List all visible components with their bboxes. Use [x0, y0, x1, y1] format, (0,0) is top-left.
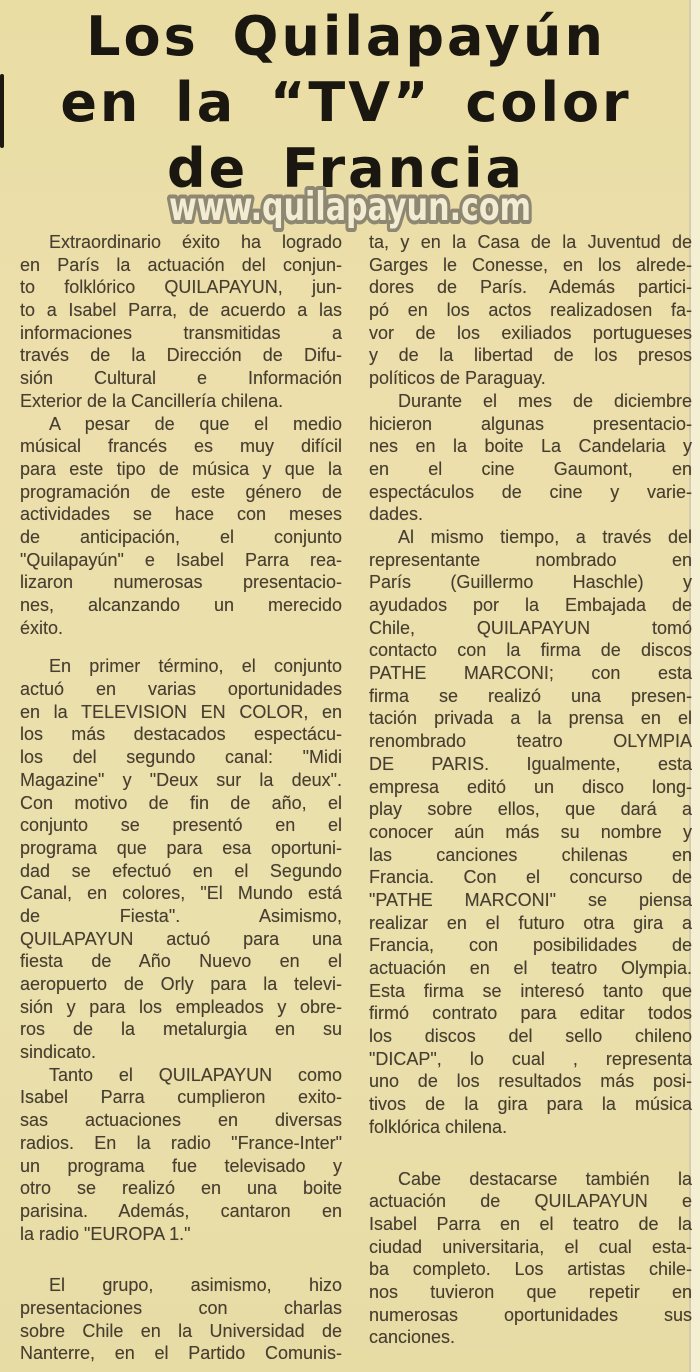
text-line: Francia, con posibilidades de: [369, 935, 692, 956]
text-line: tación privada a la prensa en el: [369, 708, 692, 729]
text-line: firma se realizó una presen-: [369, 685, 692, 706]
text-line: nos tuvieron que repetir en: [369, 1281, 692, 1302]
text-line: ciudad universitaria, el cual esta-: [369, 1236, 692, 1257]
text-line: dad se efectuó en el Segundo: [20, 860, 342, 881]
text-line: radios. En la radio "France-Inter": [20, 1132, 342, 1153]
text-line: "PATHE MARCONI" se piensa: [369, 889, 692, 910]
text-line: ayudados por la Embajada de: [369, 595, 692, 615]
text-line: representante nombrado en: [369, 549, 692, 570]
text-line: informaciones transmitidas a: [20, 322, 342, 343]
text-line: músical francés es muy difícil: [20, 436, 342, 457]
text-line: Al mismo tiempo, a través del: [398, 526, 692, 547]
watermark-text: www.quilapayun.com: [169, 185, 531, 230]
paragraph: [369, 390, 692, 526]
text-line: actuó en varias oportunidades: [20, 679, 342, 700]
text-line: y de la libertad de los presos: [369, 345, 692, 366]
text-line: programa que para esa oportuni-: [20, 837, 342, 858]
text-line: conocer aún más su nombre y: [369, 821, 692, 842]
article-headline: [0, 4, 692, 202]
article-column-left: [20, 231, 342, 1365]
text-line: éxito.: [20, 617, 64, 638]
text-line: Con motivo de fin de año, el: [20, 792, 342, 813]
watermark: [0, 180, 700, 232]
text-line: otro se realizó en una boite: [20, 1178, 342, 1199]
text-line: Isabel Parra cumplieron exito-: [20, 1087, 342, 1108]
text-line: contacto con la firma de discos: [369, 640, 692, 661]
text-line: Nanterre, en el Partido Comunis-: [20, 1343, 342, 1364]
headline-line-2: en la “TV” color: [60, 71, 632, 134]
text-line: empresa editó un disco long-: [369, 776, 692, 797]
text-line: programación de este género de: [20, 481, 342, 502]
text-line: El grupo, asimismo, hizo: [49, 1275, 342, 1296]
text-line: Canal, en colores, "El Mundo está: [20, 883, 342, 904]
text-line: Durante el mes de diciembre: [398, 390, 692, 411]
text-line: de anticipación, el conjunto: [20, 526, 342, 547]
text-line: Isabel Parra en el teatro de la: [369, 1213, 692, 1234]
text-line: sas actuaciones en diversas: [20, 1110, 342, 1131]
text-line: través de la Dirección de Difu-: [20, 345, 342, 366]
text-line: en la TELEVISION EN COLOR, en: [20, 701, 342, 722]
text-line: Francia. Con el concurso de: [369, 867, 692, 888]
text-line: actuación de QUILAPAYUN e: [369, 1191, 692, 1212]
text-line: QUILAPAYUN actuó para una: [20, 928, 342, 949]
text-line: sobre Chile en la Universidad de: [20, 1320, 342, 1341]
article-column-right: [369, 231, 692, 1349]
text-line: dades.: [369, 504, 424, 525]
text-line: sión Cultural e Información: [20, 368, 342, 389]
text-line: presentaciones con charlas: [20, 1297, 342, 1318]
paragraph: [369, 526, 692, 1139]
paragraph: [20, 231, 342, 413]
paragraph: [20, 413, 342, 640]
text-line: tivos de la gira para la música: [369, 1094, 692, 1115]
headline-line-3: de Francia: [167, 137, 525, 200]
text-line: vor de los exiliados portugueses: [369, 322, 692, 343]
text-line: realizar en el futuro otra gira a: [369, 912, 692, 933]
text-line: "DICAP", lo cual , representa: [369, 1048, 692, 1069]
headline-line-1: Los Quilapayún: [86, 5, 606, 68]
text-line: ba completo. Los artistas chile-: [369, 1259, 692, 1280]
text-line: Magazine" y "Deux sur la deux".: [20, 769, 342, 790]
text-line: en el cine Gaumont, en: [369, 458, 692, 479]
text-line: sión y para los empleados y obre-: [20, 996, 342, 1017]
text-line: sindicato.: [20, 1042, 97, 1063]
text-line: ta, y en la Casa de la Juventud de: [369, 232, 692, 252]
paragraph: [20, 655, 342, 1063]
text-line: Exterior de la Cancillería chilena.: [20, 390, 284, 411]
text-line: las canciones chilenas en: [369, 844, 692, 865]
text-line: los más destacados espectácu-: [20, 724, 342, 745]
text-line: para este tipo de música y que la: [20, 458, 342, 479]
text-line: PATHE MARCONI; con esta: [369, 663, 692, 684]
text-line: parisina. Además, cantaron en: [20, 1200, 342, 1221]
text-line: Tanto el QUILAPAYUN como: [49, 1064, 342, 1085]
text-line: actuación en el teatro Olympia.: [369, 958, 692, 978]
text-line: Extraordinario éxito ha logrado: [49, 232, 342, 252]
text-line: "Quilapayún" e Isabel Parra rea-: [20, 549, 342, 570]
text-line: to a Isabel Parra, de acuerdo a las: [20, 300, 342, 321]
text-line: conjunto se presentó en el: [20, 815, 342, 836]
text-line: uno de los resultados más posi-: [369, 1071, 692, 1092]
text-line: renombrado teatro OLYMPIA: [369, 731, 692, 752]
text-line: Cabe destacarse también la: [398, 1168, 692, 1189]
paragraph: [369, 1168, 692, 1350]
text-line: numerosas oportunidades sus: [369, 1304, 692, 1325]
text-line: actividades se hace con meses: [20, 504, 342, 525]
text-line: Garges le Conesse, en los alrede-: [369, 254, 692, 275]
text-line: hicieron algunas presentacio-: [369, 413, 692, 434]
paragraph: [369, 231, 692, 390]
paragraph: [20, 1064, 342, 1246]
paragraph: [20, 1274, 342, 1365]
text-line: París (Guillermo Haschle) y: [369, 572, 692, 593]
text-line: fiesta de Año Nuevo en el: [20, 951, 342, 972]
text-line: play sobre ellos, que dará a: [369, 799, 692, 820]
text-line: A pesar de que el medio: [49, 413, 342, 434]
text-line: nes en la boite La Candelaria y: [369, 436, 692, 457]
text-line: Chile, QUILAPAYUN tomó: [369, 617, 692, 638]
text-line: firmó contrato para editar todos: [369, 1003, 692, 1024]
text-line: folklórica chilena.: [369, 1116, 508, 1137]
text-line: políticos de Paraguay.: [369, 368, 546, 389]
text-line: espectáculos de cine y varie-: [369, 481, 692, 502]
text-line: los discos del sello chileno: [369, 1026, 692, 1047]
text-line: to folklórico QUILAPAYUN, jun-: [20, 277, 342, 298]
text-line: en París la actuación del conjun-: [20, 254, 342, 275]
text-line: los del segundo canal: "Midi: [20, 747, 342, 768]
text-line: Esta firma se interesó tanto que: [369, 980, 692, 1001]
text-line: dores de París. Además partici-: [369, 277, 692, 298]
text-line: pó en los actos realizadosen fa-: [369, 300, 692, 321]
text-line: nes, alcanzando un merecido: [20, 595, 342, 615]
text-line: DE PARIS. Igualmente, esta: [369, 753, 692, 774]
text-line: ros de la metalurgia en su: [20, 1019, 342, 1040]
text-line: un programa fue televisado y: [20, 1155, 342, 1176]
text-line: lizaron numerosas presentacio-: [20, 572, 342, 593]
text-line: En primer término, el conjunto: [49, 656, 342, 677]
text-line: de Fiesta". Asimismo,: [20, 905, 342, 926]
text-line: canciones.: [369, 1327, 456, 1348]
text-line: la radio "EUROPA 1.": [20, 1223, 191, 1244]
text-line: aeropuerto de Orly para la televi-: [20, 974, 342, 994]
